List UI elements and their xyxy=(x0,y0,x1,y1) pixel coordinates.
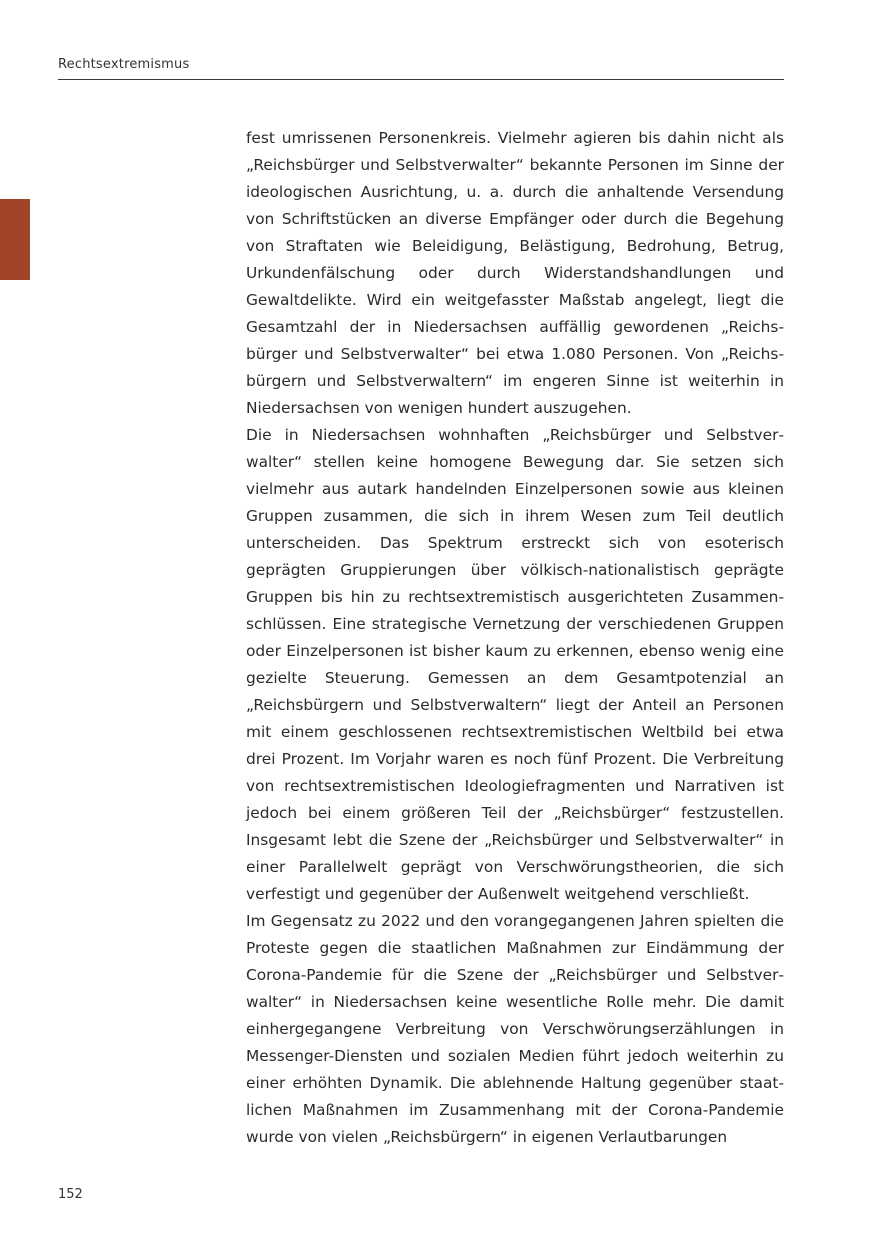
running-header-title: Rechtsextremismus xyxy=(58,57,190,72)
body-text xyxy=(246,125,784,1151)
page-number: 152 xyxy=(58,1187,83,1202)
header-rule xyxy=(58,79,784,80)
paragraph-1: fest umrissenen Personenkreis. Vielmehr agieren bis dahin nicht als „Reichsbürger und Selbstverwalter“ bekannte Personen im Sinne der ideologischen Ausrichtung, u. a. durch die anhaltende Versendung von Schriftstücken an diverse Empfänger oder durch die Begehung von Straftaten wie Beleidigung, Belästigung, Bedrohung, Betrug, Urkundenfälschung oder durch Widerstandshandlungen und Gewaltdelikte. Wird ein weitgefasster Maßstab angelegt, liegt die Gesamtzahl der in Niedersachsen auffällig gewordenen „Reichsbürger und Selbstverwalter“ bei etwa 1.080 Personen. Von „Reichsbürgern und Selbstverwaltern“ im engeren Sinne ist weiterhin in Niedersachsen von wenigen hundert auszugehen. xyxy=(246,129,784,417)
chapter-tab-marker xyxy=(0,199,30,280)
paragraph-2: Die in Niedersachsen wohnhaften „Reichsbürger und Selbstverwalter“ stellen keine homogene Bewegung dar. Sie setzen sich vielmehr aus autark handelnden Einzelpersonen sowie aus kleinen Gruppen zusammen, die sich in ihrem Wesen zum Teil deutlich unterscheiden. Das Spektrum erstreckt sich von esoterisch geprägten Gruppierungen über völkisch-nationalistisch geprägte Gruppen bis hin zu rechtsextremistisch ausgerichteten Zusammenschlüssen. Eine strategische Vernetzung der verschiedenen Gruppen oder Einzelpersonen ist bisher kaum zu erkennen, ebenso wenig eine gezielte Steuerung. Gemessen an dem Gesamtpotenzial an „Reichsbürgern und Selbstverwaltern“ liegt der Anteil an Personen mit einem geschlossenen rechtsextremistischen Weltbild bei etwa drei Prozent. Im Vorjahr waren es noch fünf Prozent. Die Verbreitung von rechtsextremistischen Ideologiefragmenten und Narrativen ist jedoch bei einem größeren Teil der „Reichsbürger“ festzustellen. Insgesamt lebt die Szene der „Reichsbürger und Selbstverwalter“ in einer Parallelwelt geprägt von Verschwörungstheorien, die sich verfestigt und gegenüber der Außenwelt weitgehend verschließt. xyxy=(246,426,784,903)
paragraph-3: Im Gegensatz zu 2022 und den vorangegangenen Jahren spielten die Proteste gegen die staatlichen Maßnahmen zur Eindämmung der Corona-Pandemie für die Szene der „Reichsbürger und Selbstverwalter“ in Niedersachsen keine wesentliche Rolle mehr. Die damit einhergegangene Verbreitung von Verschwörungserzählungen in Messenger-Diensten und sozialen Medien führt jedoch weiterhin zu einer erhöhten Dynamik. Die ablehnende Haltung gegenüber staatlichen Maßnahmen im Zusammenhang mit der Corona-Pandemie wurde von vielen „Reichsbürgern“ in eigenen Verlautbarungen xyxy=(246,912,784,1146)
